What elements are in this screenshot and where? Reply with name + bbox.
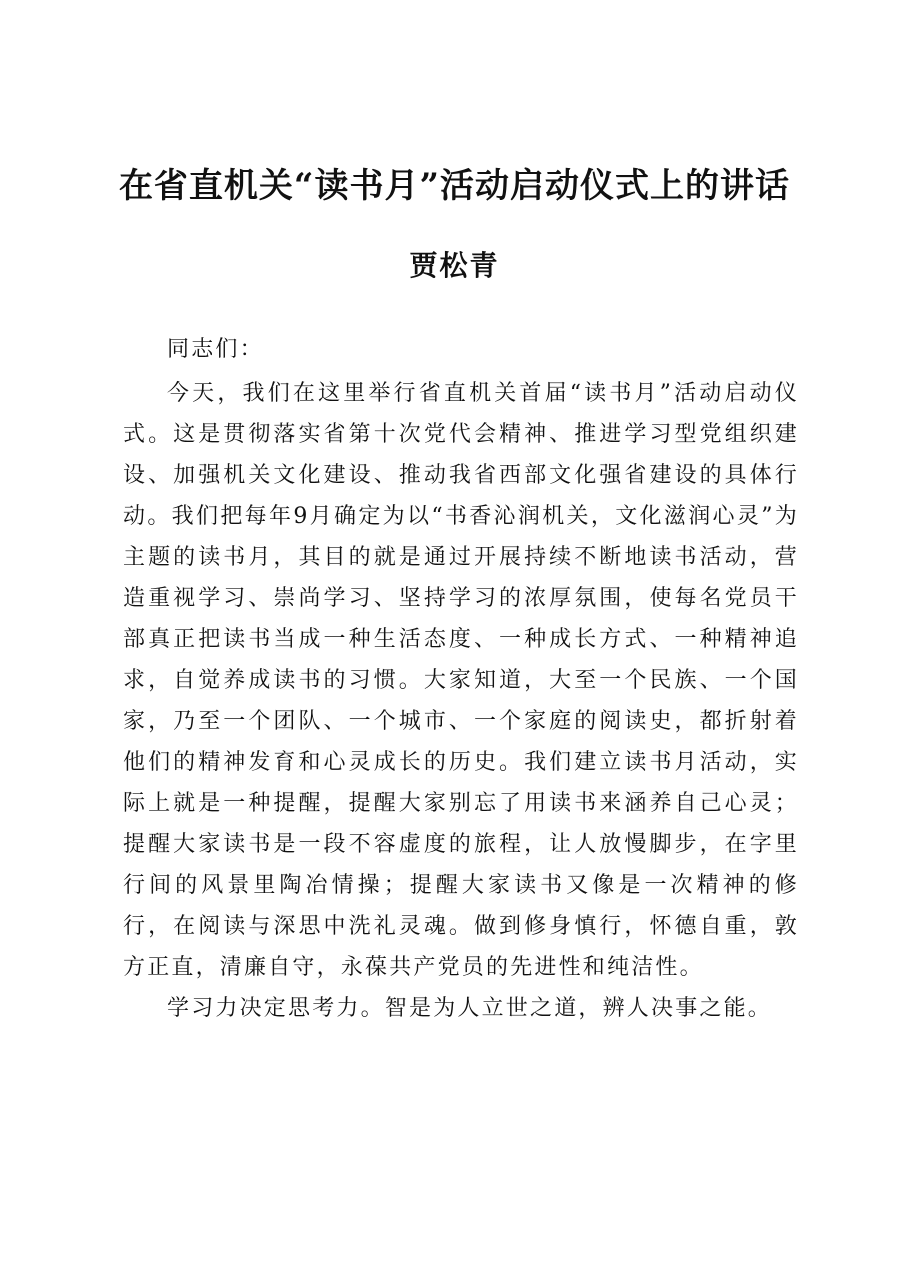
body-paragraph: 今天，我们在这里举行省直机关首届“读书月”活动启动仪式。这是贯彻落实省第十次党代会精神、推进学习型党组织建设、加强机关文化建设、推动我省西部文化强省建设的具体行动。我们把每年9月确定为以“书香沁润机关，文化滋润心灵”为主题的读书月，其目的就是通过开展持续不断地读书活动，营造重视学习、崇尚学习、坚持学习的浓厚氛围，使每名党员干部真正把读书当成一种生活态度、一种成长方式、一种精神追求，自觉养成读书的习惯。大家知道，大至一个民族、一个国家，乃至一个团队、一个城市、一个家庭的阅读史，都折射着他们的精神发育和心灵成长的历史。我们建立读书月活动，实际上就是一种提醒，提醒大家别忘了用读书来涵养自己心灵；提醒大家读书是一段不容虚度的旅程，让人放慢脚步，在字里行间的风景里陶冶情操；提醒大家读书又像是一次精神的修行，在阅读与深思中洗礼灵魂。做到修身慎行，怀德自重，敦方正直，清廉自守，永葆共产党员的先进性和纯洁性。 — [123, 381, 799, 980]
body-paragraph: 学习力决定思考力。智是为人立世之道，辨人决事之能。 — [167, 996, 773, 1021]
document-title: 在省直机关“读书月”活动启动仪式上的讲话 — [118, 166, 791, 206]
author-name: 贾松青 — [409, 249, 500, 282]
salutation: 同志们： — [167, 337, 264, 362]
document-body — [123, 329, 799, 1029]
